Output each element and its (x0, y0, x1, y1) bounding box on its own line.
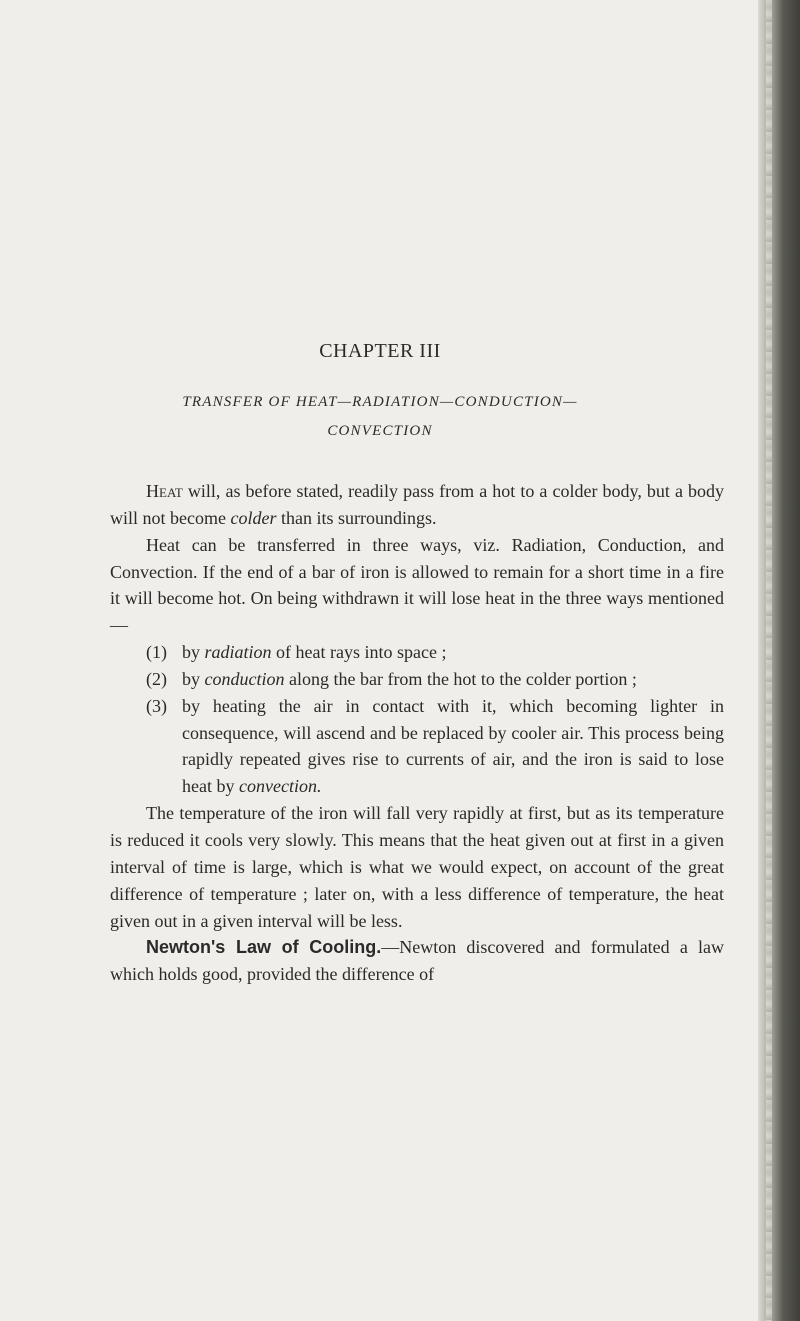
paragraph-1-text-b: than its surroundings. (276, 507, 437, 528)
list-item-3-text (182, 693, 724, 800)
paragraph-4-heading: Newton's Law of Cooling. (146, 937, 382, 958)
paragraph-1-text-a: will, as before stated, readily pass from a hot to a colder body, but a body will not become (110, 481, 724, 528)
paragraph-1-lead: Heat (146, 481, 183, 501)
paragraph-1-emphasis: colder (230, 507, 277, 528)
list-item-3-number: (3) (146, 695, 167, 716)
book-spine-edge (758, 0, 800, 1321)
list-item-1-post: of heat rays into space ; (271, 642, 447, 663)
list-item-1-pre: by (182, 642, 205, 663)
list-item-1-number: (1) (146, 642, 167, 663)
list-item-1 (110, 639, 724, 666)
chapter-subtitle-line-1: TRANSFER OF HEAT—RADIATION—CONDUCTION— (182, 394, 578, 410)
list-item-3 (110, 693, 724, 800)
list-item-1-emphasis: radiation (204, 642, 272, 663)
list-item-2-text (182, 666, 724, 693)
list-item-3-emphasis: convection. (238, 776, 322, 797)
list-item-2 (110, 666, 724, 693)
list-item-2-post: along the bar from the hot to the colder portion ; (284, 668, 637, 689)
paragraph-4-text: —Newton discovered and formulated a law which holds good, provided the difference of (110, 937, 724, 985)
paragraph-2: Heat can be transferred in three ways, viz. Radiation, Conduction, and Convection. If the end of a bar of iron is allowed to remain for a short time in a fire it will become hot. On being withdrawn it will lose heat in the three ways mentioned— (110, 534, 724, 636)
chapter-heading: CHAPTER III (319, 340, 441, 362)
body-text (110, 478, 724, 988)
list-item-1-text (182, 639, 724, 666)
paragraph-3: The temperature of the iron will fall very rapidly at first, but as its temperature is reduced it cools very slowly. This means that the heat given out at first in a given interval of time is large, which is what we would expect, on account of the great difference of temperature ; later on, with a less difference of temperature, the heat given out in a given interval will be less. (110, 803, 724, 931)
paragraph-4 (110, 934, 724, 988)
list-item-2-pre: by (182, 668, 205, 689)
chapter-subtitle-line-2: CONVECTION (327, 423, 433, 439)
chapter-subtitle (90, 388, 670, 446)
list-item-2-emphasis: conduction (204, 668, 285, 689)
list-item-2-number: (2) (146, 668, 167, 689)
paragraph-1 (110, 478, 724, 532)
list-item-3-pre: by heating the air in contact with it, which becoming lighter in consequence, will ascend and be replaced by cooler air. This process being rapidly repeated gives rise to currents of air, and the iron is said to lose heat by (182, 695, 724, 797)
